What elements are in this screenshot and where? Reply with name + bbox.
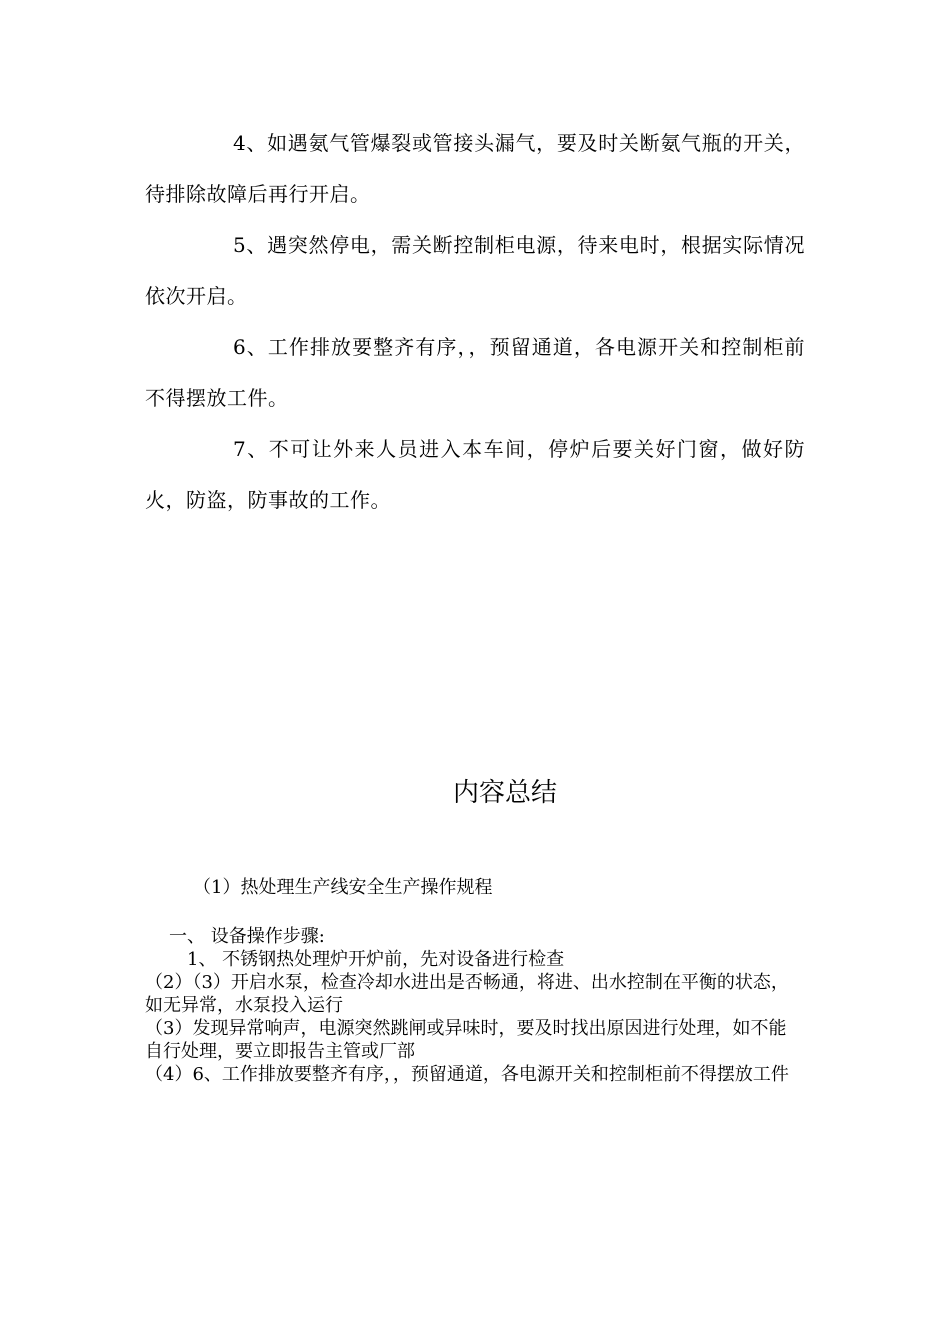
summary-line: 1、 不锈钢热处理炉开炉前，先对设备进行检查 (187, 949, 565, 970)
body-section (145, 118, 805, 526)
paragraph-6: 6、工作排放要整齐有序，，预留通道，各电源开关和控制柜前不得摆放工件。 (145, 335, 805, 410)
paragraph-5: 5、遇突然停电，需关断控制柜电源，待来电时，根据实际情况依次开启。 (145, 233, 805, 308)
paragraph-7: 7、不可让外来人员进入本车间，停炉后要关好门窗，做好防火，防盗，防事故的工作。 (145, 437, 805, 512)
summary-title: 内容总结 (452, 778, 557, 808)
summary-line: （2）（3）开启水泵，检查冷却水进出是否畅通，将进、出水控制在平衡的状态，如无异常，水泵投入运行 (145, 972, 789, 1016)
summary-list (145, 925, 795, 1086)
summary-line: （4）6、工作排放要整齐有序，，预留通道，各电源开关和控制柜前不得摆放工件 (145, 1064, 789, 1085)
summary-line: （3）发现异常响声，电源突然跳闸或异味时，要及时找出原因进行处理，如不能自行处理，要立即报告主管或厂部 (145, 1018, 787, 1062)
summary-section (145, 874, 795, 1086)
summary-line: 一、 设备操作步骤: (169, 926, 325, 947)
summary-heading: （1）热处理生产线安全生产操作规程 (193, 877, 493, 898)
paragraph-4: 4、如遇氨气管爆裂或管接头漏气，要及时关断氨气瓶的开关，待排除故障后再行开启。 (145, 131, 805, 206)
